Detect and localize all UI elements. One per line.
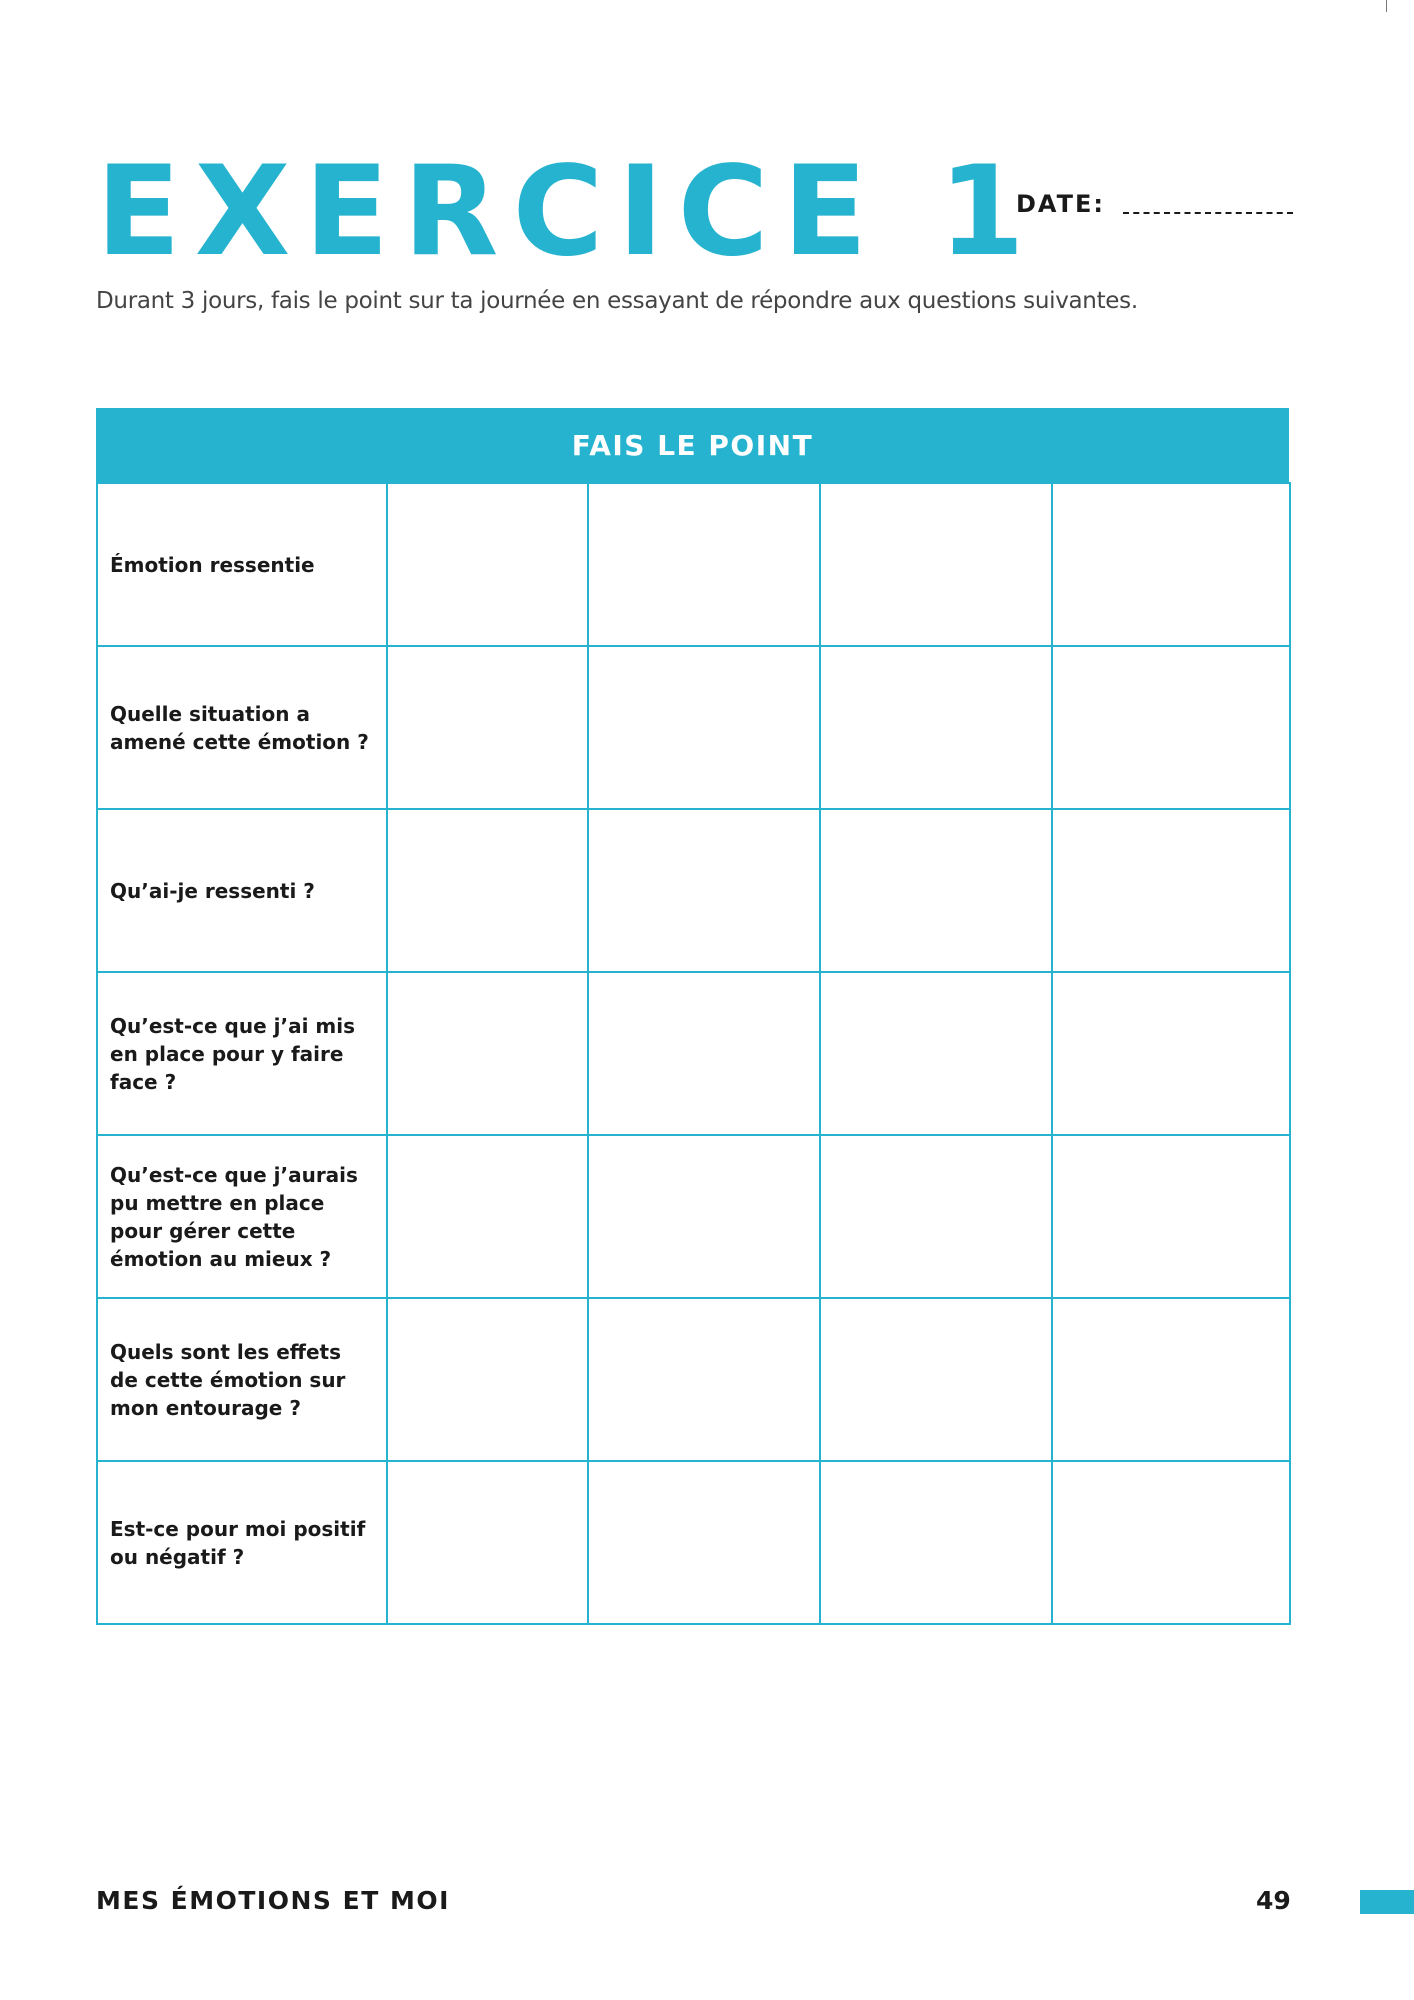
answer-cell[interactable] (1052, 972, 1290, 1135)
table-heading: FAIS LE POINT (571, 428, 814, 462)
answer-cell[interactable] (1052, 646, 1290, 809)
answer-cell[interactable] (820, 1461, 1052, 1624)
answer-cell[interactable] (820, 972, 1052, 1135)
answer-cell[interactable] (588, 809, 820, 972)
table-row (97, 483, 1290, 646)
date-blank-line[interactable] (1123, 212, 1293, 214)
row-label: Qu’est-ce que j’ai mis en place pour y faire face ? (97, 972, 387, 1135)
reflection-grid (96, 482, 1291, 1625)
instructions-text: Durant 3 jours, fais le point sur ta journée en essayant de répondre aux questions suivantes. (96, 288, 1138, 314)
answer-cell[interactable] (588, 483, 820, 646)
date-field (1016, 190, 1293, 218)
answer-cell[interactable] (1052, 483, 1290, 646)
answer-cell[interactable] (387, 1298, 588, 1461)
table-row (97, 1298, 1290, 1461)
answer-cell[interactable] (820, 1298, 1052, 1461)
answer-cell[interactable] (387, 1461, 588, 1624)
answer-cell[interactable] (387, 809, 588, 972)
answer-cell[interactable] (1052, 1135, 1290, 1298)
answer-cell[interactable] (387, 1135, 588, 1298)
answer-cell[interactable] (387, 646, 588, 809)
row-label: Quelle situation a amené cette émotion ? (97, 646, 387, 809)
book-title: MES ÉMOTIONS ET MOI (96, 1886, 450, 1915)
crop-mark (1386, 0, 1387, 12)
table-heading-bar (96, 408, 1289, 482)
answer-cell[interactable] (820, 1135, 1052, 1298)
answer-cell[interactable] (588, 1298, 820, 1461)
table-row (97, 1461, 1290, 1624)
answer-cell[interactable] (588, 1461, 820, 1624)
page-tab-marker (1360, 1890, 1414, 1914)
answer-cell[interactable] (588, 1135, 820, 1298)
table-row (97, 1135, 1290, 1298)
answer-cell[interactable] (820, 483, 1052, 646)
page-number: 49 (1256, 1886, 1291, 1915)
answer-cell[interactable] (820, 809, 1052, 972)
answer-cell[interactable] (588, 972, 820, 1135)
table-row (97, 972, 1290, 1135)
exercise-title: EXERCICE 1 (96, 140, 1039, 284)
answer-cell[interactable] (820, 646, 1052, 809)
date-label: DATE: (1016, 190, 1105, 218)
answer-cell[interactable] (1052, 809, 1290, 972)
row-label: Qu’ai-je ressenti ? (97, 809, 387, 972)
answer-cell[interactable] (588, 646, 820, 809)
table-row (97, 809, 1290, 972)
row-label: Est-ce pour moi positif ou négatif ? (97, 1461, 387, 1624)
reflection-table (96, 408, 1289, 1625)
row-label: Qu’est-ce que j’aurais pu mettre en place pour gérer cette émotion au mieux ? (97, 1135, 387, 1298)
row-label: Émotion ressentie (97, 483, 387, 646)
table-row (97, 646, 1290, 809)
answer-cell[interactable] (387, 972, 588, 1135)
row-label: Quels sont les effets de cette émotion sur mon entourage ? (97, 1298, 387, 1461)
answer-cell[interactable] (1052, 1298, 1290, 1461)
answer-cell[interactable] (1052, 1461, 1290, 1624)
answer-cell[interactable] (387, 483, 588, 646)
